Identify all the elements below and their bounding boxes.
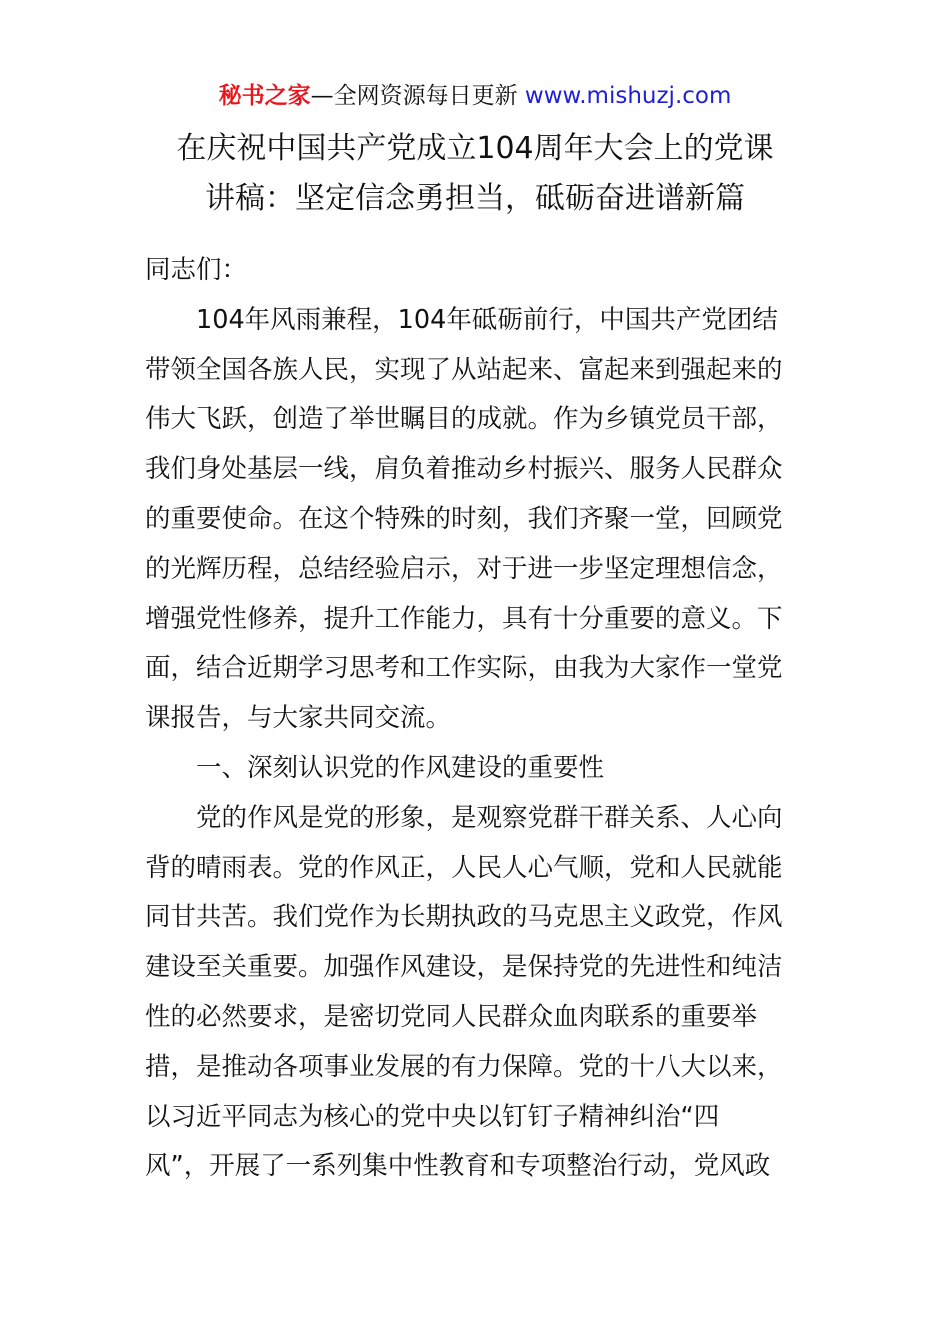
- document-title: [120, 124, 830, 224]
- paragraph-line: 以习近平同志为核心的党中央以钉钉子精神纠治“四: [145, 1101, 720, 1132]
- title-line-2: 讲稿：坚定信念勇担当，砥砺奋进谱新篇: [205, 181, 745, 216]
- site-url-link[interactable]: www.mishuzj.com: [524, 83, 732, 109]
- paragraph-line: 建设至关重要。加强作风建设，是保持党的先进性和纯洁: [145, 952, 783, 983]
- paragraph-line: 面，结合近期学习思考和工作实际，由我为大家作一堂党: [145, 653, 783, 684]
- paragraph-line: 带领全国各族人民，实现了从站起来、富起来到强起来的: [145, 354, 783, 385]
- section-heading: 一、深刻认识党的作风建设的重要性: [196, 752, 605, 783]
- paragraph-line: 我们身处基层一线，肩负着推动乡村振兴、服务人民群众: [145, 454, 783, 485]
- paragraph-line: 性的必然要求，是密切党同人民群众血肉联系的重要举: [145, 1001, 758, 1032]
- paragraph-line: 背的晴雨表。党的作风正，人民人心气顺，党和人民就能: [145, 852, 783, 883]
- salutation: 同志们：: [145, 255, 248, 285]
- document-body: [145, 246, 810, 1192]
- site-tagline: —全网资源每日更新: [310, 83, 525, 109]
- brand-name: 秘书之家: [218, 83, 311, 109]
- paragraph-line: 的光辉历程，总结经验启示，对于进一步坚定理想信念，: [145, 553, 783, 584]
- paragraph-line: 课报告，与大家共同交流。: [145, 703, 452, 734]
- paragraph-line: 同甘共苦。我们党作为长期执政的马克思主义政党，作风: [145, 902, 783, 933]
- site-header: [0, 80, 950, 112]
- paragraph-line: 的重要使命。在这个特殊的时刻，我们齐聚一堂，回顾党: [145, 503, 783, 534]
- title-line-1: 在庆祝中国共产党成立104周年大会上的党课: [176, 131, 774, 166]
- paragraph-line: 伟大飞跃，创造了举世瞩目的成就。作为乡镇党员干部，: [145, 404, 783, 435]
- paragraph-line: 增强党性修养，提升工作能力，具有十分重要的意义。下: [145, 603, 783, 634]
- paragraph-line: 措，是推动各项事业发展的有力保障。党的十八大以来，: [145, 1051, 783, 1082]
- paragraph-line: 风”，开展了一系列集中性教育和专项整治行动，党风政: [145, 1151, 771, 1182]
- paragraph-line: 104年风雨兼程，104年砥砺前行，中国共产党团结: [196, 304, 778, 335]
- paragraph-line: 党的作风是党的形象，是观察党群干群关系、人心向: [196, 802, 783, 833]
